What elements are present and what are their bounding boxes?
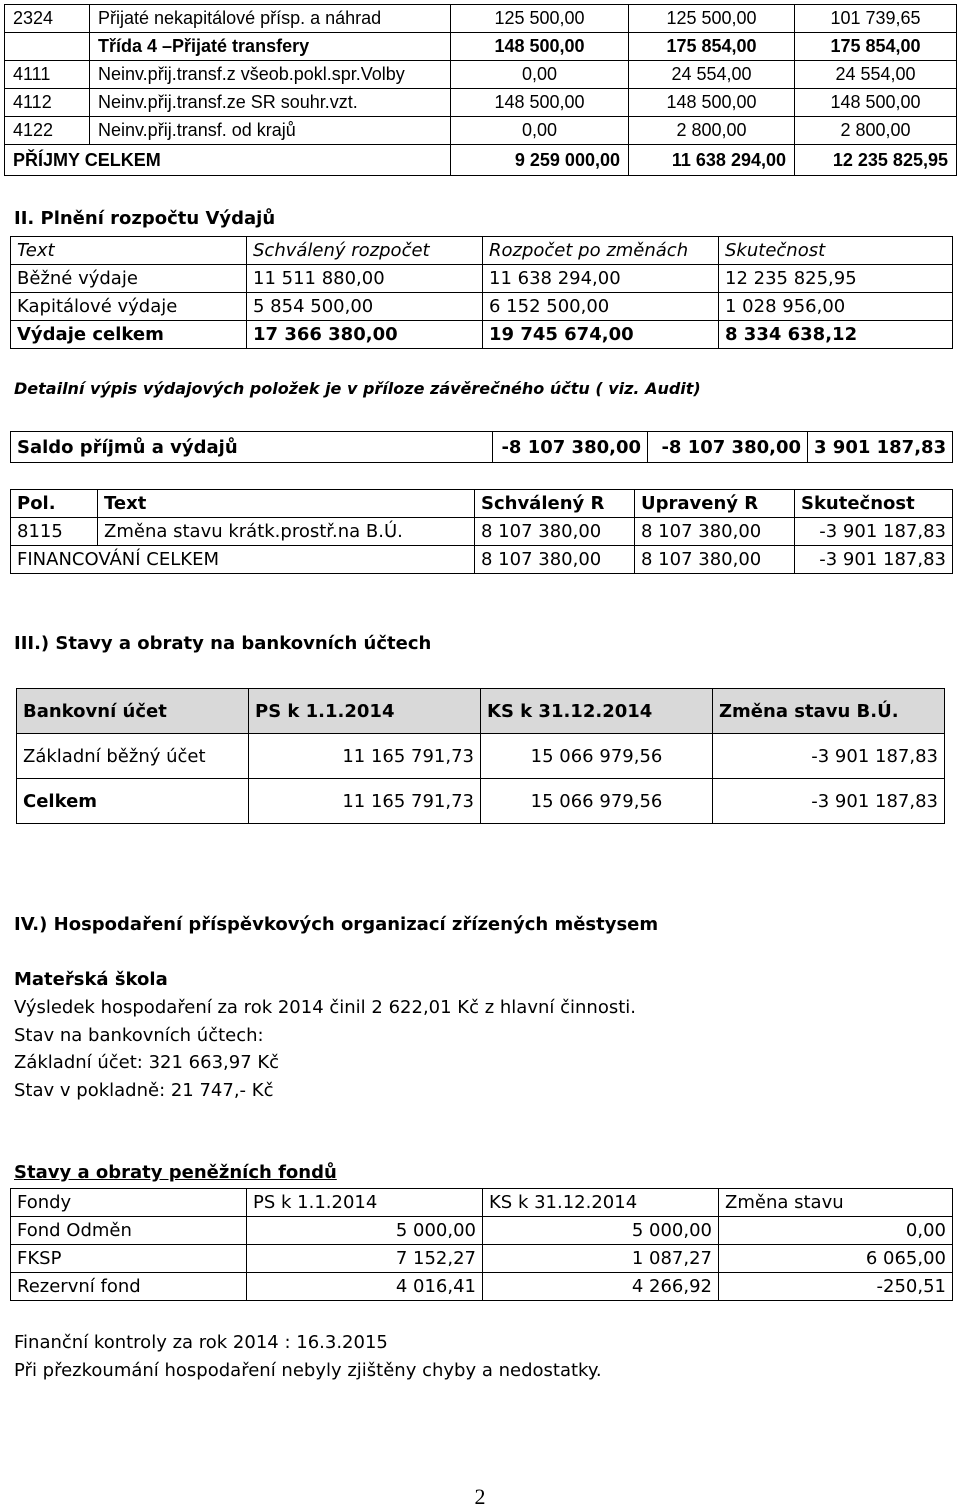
header-end: KS k 31.12.2014 — [483, 1189, 719, 1217]
saldo-actual: 3 901 187,83 — [808, 432, 953, 463]
adjusted-cell: 148 500,00 — [629, 89, 795, 117]
code-cell: 4122 — [5, 117, 90, 145]
cell: 8 107 380,00 — [635, 546, 795, 574]
school-line: Základní účet: 321 663,97 Kč — [14, 1052, 280, 1073]
financing-table — [10, 489, 953, 574]
text-cell: Neinv.přij.transf. od krajů — [90, 117, 451, 145]
saldo-approved: -8 107 380,00 — [493, 432, 648, 463]
control-date: Finanční kontroly za rok 2014 : 16.3.2015 — [14, 1332, 388, 1353]
cell: 0,00 — [719, 1217, 953, 1245]
page-number: 2 — [474, 1484, 486, 1509]
cell: 11 165 791,73 — [249, 734, 481, 779]
header-actual: Skutečnost — [795, 490, 953, 518]
text-cell: Neinv.přij.transf.ze SR souhr.vzt. — [90, 89, 451, 117]
table-row — [5, 5, 957, 33]
expenses-total-row — [11, 321, 953, 349]
saldo-adjusted: -8 107 380,00 — [648, 432, 808, 463]
bank-heading: III.) Stavy a obraty na bankovních účtech — [14, 633, 432, 654]
saldo-table — [10, 431, 953, 463]
cell: 1 087,27 — [483, 1245, 719, 1273]
adjusted-cell: 2 800,00 — [629, 117, 795, 145]
table-row — [17, 779, 945, 824]
cell: Změna stavu krátk.prostř.na B.Ú. — [98, 518, 475, 546]
cell: -3 901 187,83 — [713, 779, 945, 824]
header-approved: Schválený rozpočet — [247, 237, 483, 265]
table-row — [5, 33, 957, 61]
table-row — [5, 89, 957, 117]
funds-table — [10, 1188, 953, 1301]
cell: 7 152,27 — [247, 1245, 483, 1273]
cell: 8 107 380,00 — [635, 518, 795, 546]
cell: Základní běžný účet — [17, 734, 249, 779]
table-row — [11, 1273, 953, 1301]
table-row — [11, 265, 953, 293]
financing-total-row — [11, 546, 953, 574]
cell: 17 366 380,00 — [247, 321, 483, 349]
expenses-header-row — [11, 237, 953, 265]
cell: 5 000,00 — [483, 1217, 719, 1245]
income-table — [4, 4, 957, 176]
table-row — [11, 1245, 953, 1273]
cell: 1 028 956,00 — [719, 293, 953, 321]
cell: 15 066 979,56 — [481, 734, 713, 779]
header-start: PS k 1.1.2014 — [247, 1189, 483, 1217]
approved-cell: 148 500,00 — [451, 33, 629, 61]
code-cell — [5, 33, 90, 61]
cell: 5 000,00 — [247, 1217, 483, 1245]
bank-table — [16, 688, 945, 824]
text-cell: Přijaté nekapitálové přísp. a náhrad — [90, 5, 451, 33]
total-approved: 9 259 000,00 — [451, 145, 629, 176]
cell: FINANCOVÁNÍ CELKEM — [11, 546, 475, 574]
header-account: Bankovní účet — [17, 689, 249, 734]
code-cell: 2324 — [5, 5, 90, 33]
text-cell: Neinv.přij.transf.z všeob.pokl.spr.Volby — [90, 61, 451, 89]
cell: 6 065,00 — [719, 1245, 953, 1273]
header-start: PS k 1.1.2014 — [249, 689, 481, 734]
cell: 8115 — [11, 518, 98, 546]
organizations-heading: IV.) Hospodaření příspěvkových organizací zřízených městysem — [14, 914, 659, 935]
bank-header-row — [17, 689, 945, 734]
cell: 15 066 979,56 — [481, 779, 713, 824]
header-text: Text — [98, 490, 475, 518]
saldo-row — [11, 432, 953, 463]
table-row — [17, 734, 945, 779]
header-pol: Pol. — [11, 490, 98, 518]
table-row — [11, 1217, 953, 1245]
adjusted-cell: 24 554,00 — [629, 61, 795, 89]
cell: Běžné výdaje — [11, 265, 247, 293]
approved-cell: 0,00 — [451, 61, 629, 89]
audit-result: Při přezkoumání hospodaření nebyly zjištěny chyby a nedostatky. — [14, 1360, 602, 1381]
header-approved: Schválený R — [475, 490, 635, 518]
funds-header-row — [11, 1189, 953, 1217]
actual-cell: 2 800,00 — [795, 117, 957, 145]
code-cell: 4111 — [5, 61, 90, 89]
table-row — [5, 61, 957, 89]
school-line: Stav na bankovních účtech: — [14, 1025, 264, 1046]
cell: Rezervní fond — [11, 1273, 247, 1301]
table-row — [5, 117, 957, 145]
cell: Celkem — [17, 779, 249, 824]
cell: 8 107 380,00 — [475, 546, 635, 574]
approved-cell: 148 500,00 — [451, 89, 629, 117]
financing-header-row — [11, 490, 953, 518]
header-adjusted: Upravený R — [635, 490, 795, 518]
expenses-table — [10, 236, 953, 349]
approved-cell: 125 500,00 — [451, 5, 629, 33]
actual-cell: 148 500,00 — [795, 89, 957, 117]
income-total-row — [5, 145, 957, 176]
header-text: Text — [11, 237, 247, 265]
cell: 19 745 674,00 — [483, 321, 719, 349]
cell: 4 016,41 — [247, 1273, 483, 1301]
cell: FKSP — [11, 1245, 247, 1273]
header-adjusted: Rozpočet po změnách — [483, 237, 719, 265]
cell: 12 235 825,95 — [719, 265, 953, 293]
cell: -3 901 187,83 — [713, 734, 945, 779]
header-end: KS k 31.12.2014 — [481, 689, 713, 734]
header-fund: Fondy — [11, 1189, 247, 1217]
cell: Výdaje celkem — [11, 321, 247, 349]
cell: 8 334 638,12 — [719, 321, 953, 349]
saldo-label: Saldo příjmů a výdajů — [11, 432, 493, 463]
cell: -3 901 187,83 — [795, 518, 953, 546]
cell: 11 511 880,00 — [247, 265, 483, 293]
school-line: Výsledek hospodaření za rok 2014 činil 2 622,01 Kč z hlavní činnosti. — [14, 997, 636, 1018]
cell: 6 152 500,00 — [483, 293, 719, 321]
cell: Kapitálové výdaje — [11, 293, 247, 321]
adjusted-cell: 125 500,00 — [629, 5, 795, 33]
funds-heading: Stavy a obraty peněžních fondů — [14, 1162, 337, 1183]
total-actual: 12 235 825,95 — [795, 145, 957, 176]
actual-cell: 101 739,65 — [795, 5, 957, 33]
code-cell: 4112 — [5, 89, 90, 117]
total-adjusted: 11 638 294,00 — [629, 145, 795, 176]
school-title: Mateřská škola — [14, 969, 168, 990]
cell: 4 266,92 — [483, 1273, 719, 1301]
cell: 11 638 294,00 — [483, 265, 719, 293]
school-line: Stav v pokladně: 21 747,- Kč — [14, 1080, 274, 1101]
total-label: PŘÍJMY CELKEM — [5, 145, 451, 176]
header-change: Změna stavu — [719, 1189, 953, 1217]
header-change: Změna stavu B.Ú. — [713, 689, 945, 734]
table-row — [11, 518, 953, 546]
text-cell: Třída 4 –Přijaté transfery — [90, 33, 451, 61]
approved-cell: 0,00 — [451, 117, 629, 145]
cell: -250,51 — [719, 1273, 953, 1301]
cell: -3 901 187,83 — [795, 546, 953, 574]
expenses-note: Detailní výpis výdajových položek je v příloze závěrečného účtu ( viz. Audit) — [14, 379, 701, 398]
cell: Fond Odměn — [11, 1217, 247, 1245]
adjusted-cell: 175 854,00 — [629, 33, 795, 61]
expenses-heading: II. Plnění rozpočtu Výdajů — [14, 208, 276, 229]
cell: 8 107 380,00 — [475, 518, 635, 546]
actual-cell: 175 854,00 — [795, 33, 957, 61]
table-row — [11, 293, 953, 321]
cell: 5 854 500,00 — [247, 293, 483, 321]
cell: 11 165 791,73 — [249, 779, 481, 824]
actual-cell: 24 554,00 — [795, 61, 957, 89]
header-actual: Skutečnost — [719, 237, 953, 265]
